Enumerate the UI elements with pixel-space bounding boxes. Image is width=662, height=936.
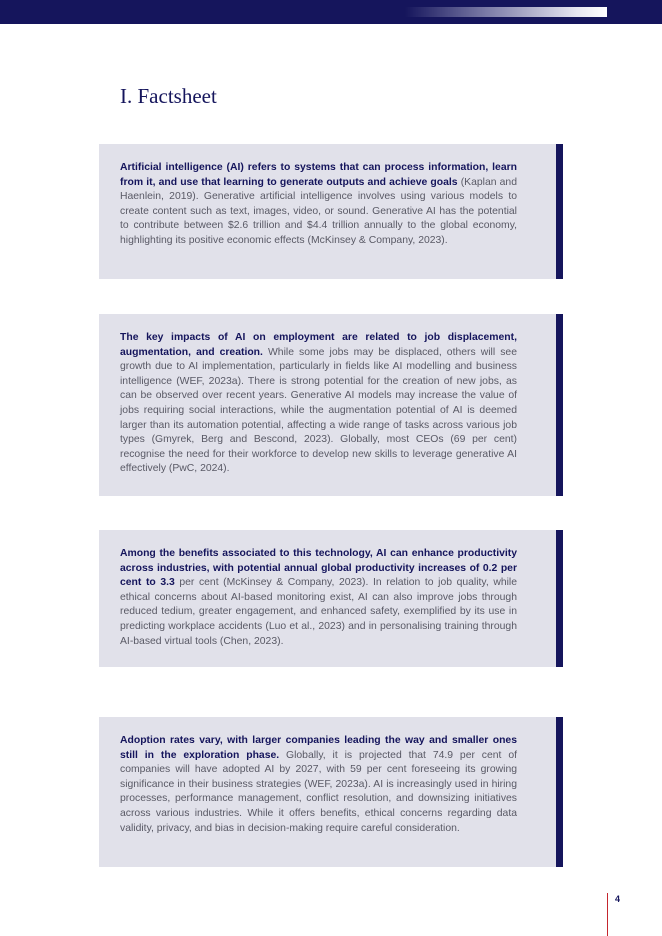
- box-lead-text: Artificial intelligence (AI) refers to systems that can process information, learn from it, and use that learning to generate outputs and achieve goals: [120, 162, 517, 188]
- footer-divider: [607, 893, 608, 936]
- factsheet-box-adoption-rates: [99, 717, 563, 867]
- box-lead-text: The key impacts of AI on employment are related to job displacement, augmentation, and creation.: [120, 332, 517, 358]
- box-accent-bar: [556, 530, 563, 667]
- factsheet-box-ai-definition: [99, 144, 563, 279]
- header-gradient-stripe: [405, 7, 607, 17]
- header-bar: [0, 0, 662, 24]
- box-body-text: While some jobs may be displaced, others will see growth due to AI implementation, particularly in fields like AI modelling and business intelligence (WEF, 2023a). There is strong potential for the creation of new jobs, as can be observed over recent years. Generative AI models may increase the value of jobs requiring social interactions, while the augmentation potential of AI is deemed larger than its automation potential, affecting a wide range of tasks across various job types (Gmyrek, Berg and Bescond, 2023). Globally, most CEOs (69 per cent) recognise the need for their workforce to develop new skills to leverage generative AI effectively (PwC, 2024).: [120, 346, 517, 475]
- box-lead-text: Among the benefits associated to this technology, AI can enhance productivity across industries, with potential annual global productivity increases of 0.2 per cent to 3.3: [120, 548, 517, 589]
- box-lead-text: Adoption rates vary, with larger companies leading the way and smaller ones still in the exploration phase.: [120, 735, 517, 761]
- box-paragraph: [120, 331, 517, 477]
- page-number: 4: [615, 894, 621, 904]
- box-paragraph: [120, 547, 517, 649]
- box-accent-bar: [556, 717, 563, 867]
- box-body-text: per cent (McKinsey & Company, 2023). In relation to job quality, while ethical concerns about AI-based monitoring exist, AI can also improve jobs through reduced tedium, greater engagement, and enhanced safety, exemplified by its use in predicting workplace accidents (Luo et al., 2023) and in personalising training through AI-based virtual tools (Chen, 2023).: [120, 577, 517, 647]
- box-accent-bar: [556, 314, 563, 496]
- page-title: I. Factsheet: [120, 84, 217, 108]
- box-accent-bar: [556, 144, 563, 279]
- box-paragraph: [120, 734, 517, 836]
- box-body-text: (Kaplan and Haenlein, 2019). Generative artificial intelligence involves using various models to create content such as text, images, video, or sound. Generative AI has the potential to contribute between $2.6 trillion and $4.4 trillion annually to the global economy, highlighting its positive economic effects (McKinsey & Company, 2023).: [120, 176, 517, 246]
- factsheet-box-productivity-benefits: [99, 530, 563, 667]
- box-body-text: Globally, it is projected that 74.9 per cent of companies will have adopted AI by 2027, with 59 per cent foreseeing its growing significance in their business strategies (WEF, 2023a). AI is increasingly used in hiring processes, performance management, conflict resolution, and downsizing initiatives across various industries. While it offers benefits, ethical concerns regarding data validity, privacy, and bias in decision-making require careful consideration.: [120, 749, 517, 834]
- box-paragraph: [120, 161, 517, 249]
- factsheet-box-employment-impacts: [99, 314, 563, 496]
